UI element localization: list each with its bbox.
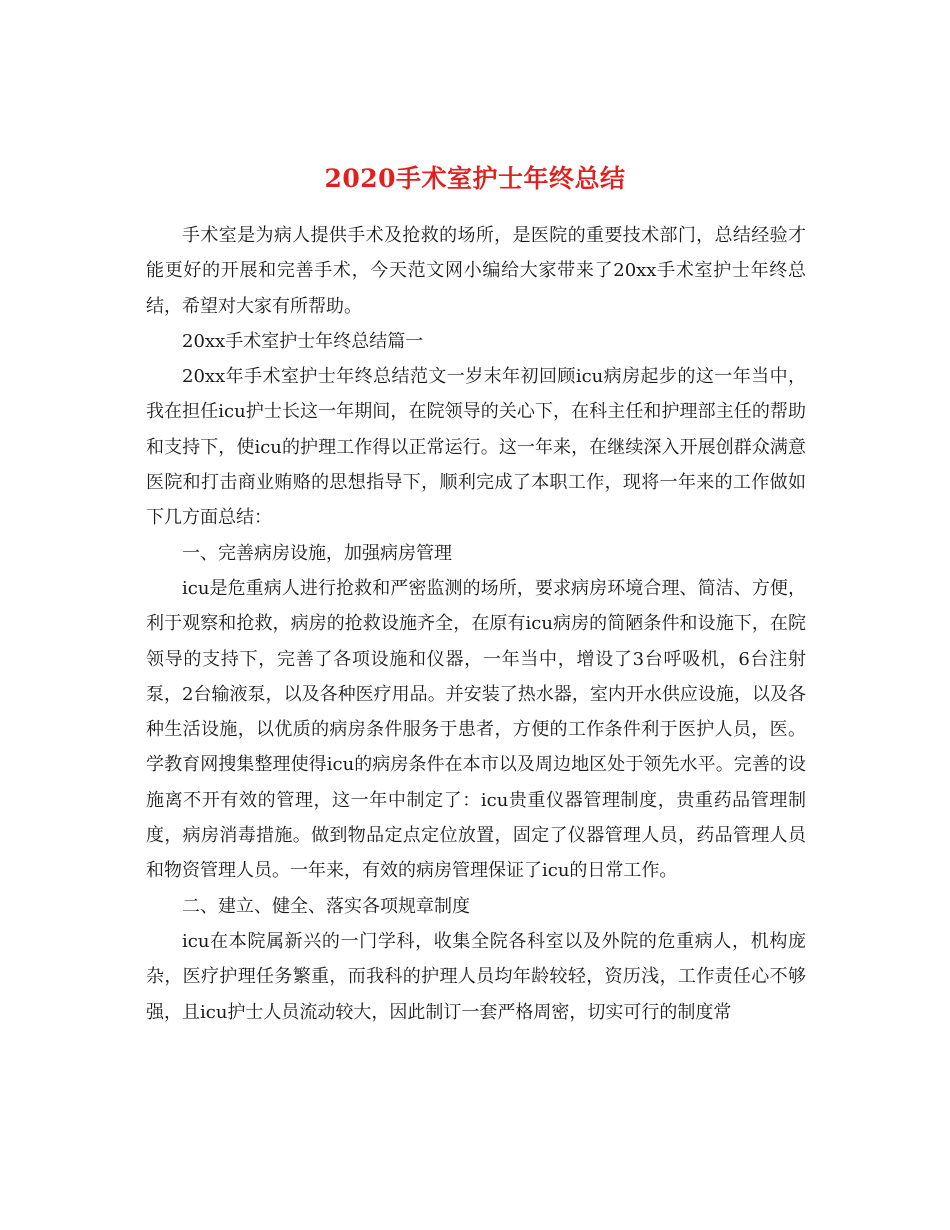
paragraph-intro: 手术室是为病人提供手术及抢救的场所，是医院的重要技术部门，总结经验才能更好的开展和完善手术，今天范文网小编给大家带来了20xx手术室护士年终总结，希望对大家有所帮助。 [146,225,806,317]
document-title: 2020手术室护士年终总结 [324,163,626,193]
paragraph-regulations: icu在本院属新兴的一门学科，收集全院各科室以及外院的危重病人，机构庞杂，医疗护理任务繁重，而我科的护理人员均年龄较轻，资历浅，工作责任心不够强，且icu护士人员流动较大，因此制订一套严格周密，切实可行的制度常 [146,930,806,1023]
paragraph-overview: 20xx年手术室护士年终总结范文一岁末年初回顾icu病房起步的这一年当中，我在担任icu护士长这一年期间，在院领导的关心下，在科主任和护理部主任的帮助和支持下，使icu的护理工作得以正常运行。这一年来，在继续深入开展创群众满意医院和打击商业贿赂的思想指导下，顺利完成了本职工作，现将一年来的工作做如下几方面总结： [146,366,806,529]
document-body [146,218,806,1030]
section-heading-part-one: 20xx手术室护士年终总结篇一 [182,330,424,352]
section-heading-regulations: 二、建立、健全、落实各项规章制度 [182,895,470,917]
section-heading-facilities: 一、完善病房设施，加强病房管理 [182,542,452,564]
paragraph-facilities: icu是危重病人进行抢救和严密监测的场所，要求病房环境合理、简洁、方便，利于观察和抢救，病房的抢救设施齐全，在原有icu病房的简陋条件和设施下，在院领导的支持下，完善了各项设施和仪器，一年当中，增设了3台呼吸机，6台注射泵，2台输液泵，以及各种医疗用品。并安装了热水器，室内开水供应设施，以及各种生活设施，以优质的病房条件服务于患者，方便的工作条件利于医护人员，医。学教育网搜集整理使得icu的病房条件在本市以及周边地区处于领先水平。完善的设施离不开有效的管理，这一年中制定了：icu贵重仪器管理制度，贵重药品管理制度，病房消毒措施。做到物品定点定位放置，固定了仪器管理人员，药品管理人员和物资管理人员。一年来，有效的病房管理保证了icu的日常工作。 [146,577,806,882]
